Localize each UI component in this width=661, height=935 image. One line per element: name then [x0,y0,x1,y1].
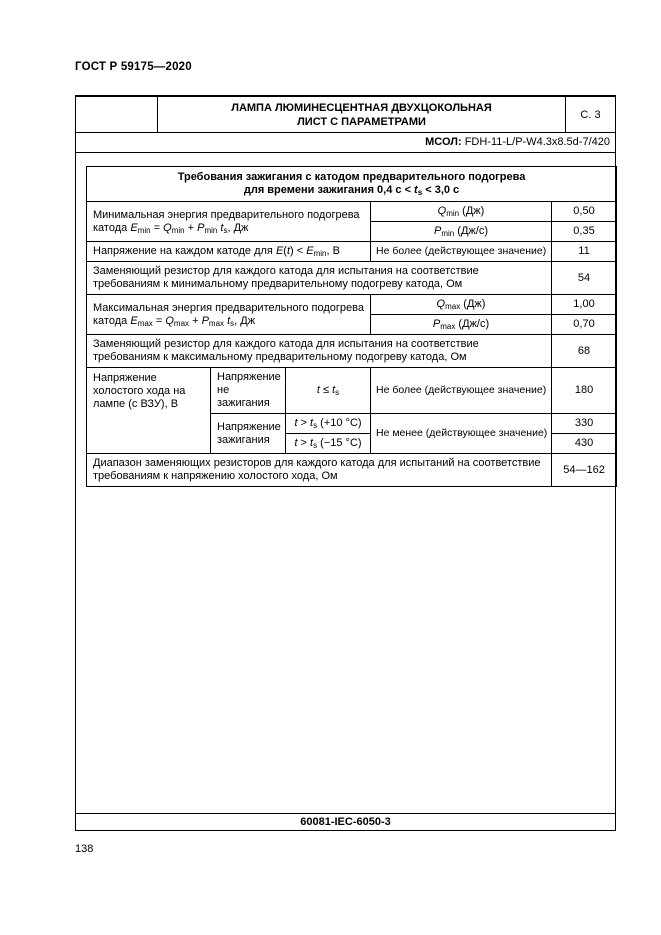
value-qmax: 1,00 [552,295,617,315]
page-number: 138 [75,843,94,855]
value-qmin: 0,50 [552,202,617,222]
cond-qmax: Qmax (Дж) [371,295,552,315]
header-empty-cell [76,97,158,132]
param-min-energy: Минимальная энергия предварительного подогрева катода Emin = Qmin + Pmin ts, Дж [87,202,371,242]
datasheet-title-line2: ЛИСТ С ПАРАМЕТРАМИ [297,115,426,128]
mode-ignition: Напряжение зажигания [211,414,286,454]
param-replacement-resistor-min: Заменяющий резистор для каждого катода для испытания на соответствие требованиям к минимальному предварительному подогреву катода, Ом [87,262,552,295]
mode-no-ignition: Напряжение не зажигания [211,368,286,414]
param-resistor-range: Диапазон заменяющих резисторов для каждого катода для испытаний на соответствие требованиям к напряжению холостого хода, Ом [87,454,552,487]
table-title [87,167,617,202]
param-max-energy: Максимальная энергия предварительного подогрева катода Emax = Qmax + Pmax ts, Дж [87,295,371,335]
param-replacement-resistor-max: Заменяющий резистор для каждого катода для испытания на соответствие требованиям к максимальному предварительному подогреву катода, Ом [87,335,552,368]
row-min-energy-q [87,202,617,222]
parameters-table [86,166,617,487]
value-430: 430 [552,434,617,454]
datasheet-frame [75,95,616,831]
value-resistor-range: 54—162 [552,454,617,487]
table-title-line2: для времени зажигания 0,4 с < ts < 3,0 с [243,184,460,197]
row-max-energy-q [87,295,617,315]
sheet-page-ref: С. 3 [565,97,615,132]
row-open-circuit-1 [87,368,617,414]
value-cathode-voltage: 11 [552,242,617,262]
row-replacement-resistor-max [87,335,617,368]
row-replacement-resistor-min [87,262,617,295]
cond-t-le-ts: t ≤ ts [286,368,371,414]
datasheet-title [158,97,565,132]
criterion-cathode-voltage: Не более (действующее значение) [371,242,552,262]
value-pmin: 0,35 [552,222,617,242]
iec-code-footer: 60081-IEC-6050-3 [76,813,615,830]
cond-pmax: Pmax (Дж/с) [371,315,552,335]
datasheet-title-line1: ЛАМПА ЛЮМИНЕСЦЕНТНАЯ ДВУХЦОКОЛЬНАЯ [231,101,492,114]
param-open-circuit-voltage: Напряжение холостого хода на лампе (с ВЗУ), В [87,368,211,454]
param-cathode-voltage: Напряжение на каждом катоде для E(t) < Emin, В [87,242,371,262]
value-180: 180 [552,368,617,414]
datasheet-header [76,97,615,133]
criterion-not-more: Не более (действующее значение) [371,368,552,414]
standard-number: ГОСТ Р 59175—2020 [75,61,192,73]
value-replacement-resistor-min: 54 [552,262,617,295]
row-cathode-voltage [87,242,617,262]
cond-t-gt-ts-plus10: t > ts (+10 °С) [286,414,371,434]
table-title-line1: Требования зажигания с катодом предварительного подогрева [177,171,526,183]
value-pmax: 0,70 [552,315,617,335]
criterion-not-less: Не менее (действующее значение) [371,414,552,454]
cond-pmin: Pmin (Дж/с) [371,222,552,242]
mcol-value: FDH-11-L/P-W4.3x8.5d-7/420 [464,136,610,148]
value-330: 330 [552,414,617,434]
mcol-row [76,133,615,153]
value-replacement-resistor-max: 68 [552,335,617,368]
table-title-row [87,167,617,202]
cond-t-gt-ts-minus15: t > ts (−15 °С) [286,434,371,454]
cond-qmin: Qmin (Дж) [371,202,552,222]
mcol-label: МСОЛ: [425,136,465,148]
row-resistor-range [87,454,617,487]
